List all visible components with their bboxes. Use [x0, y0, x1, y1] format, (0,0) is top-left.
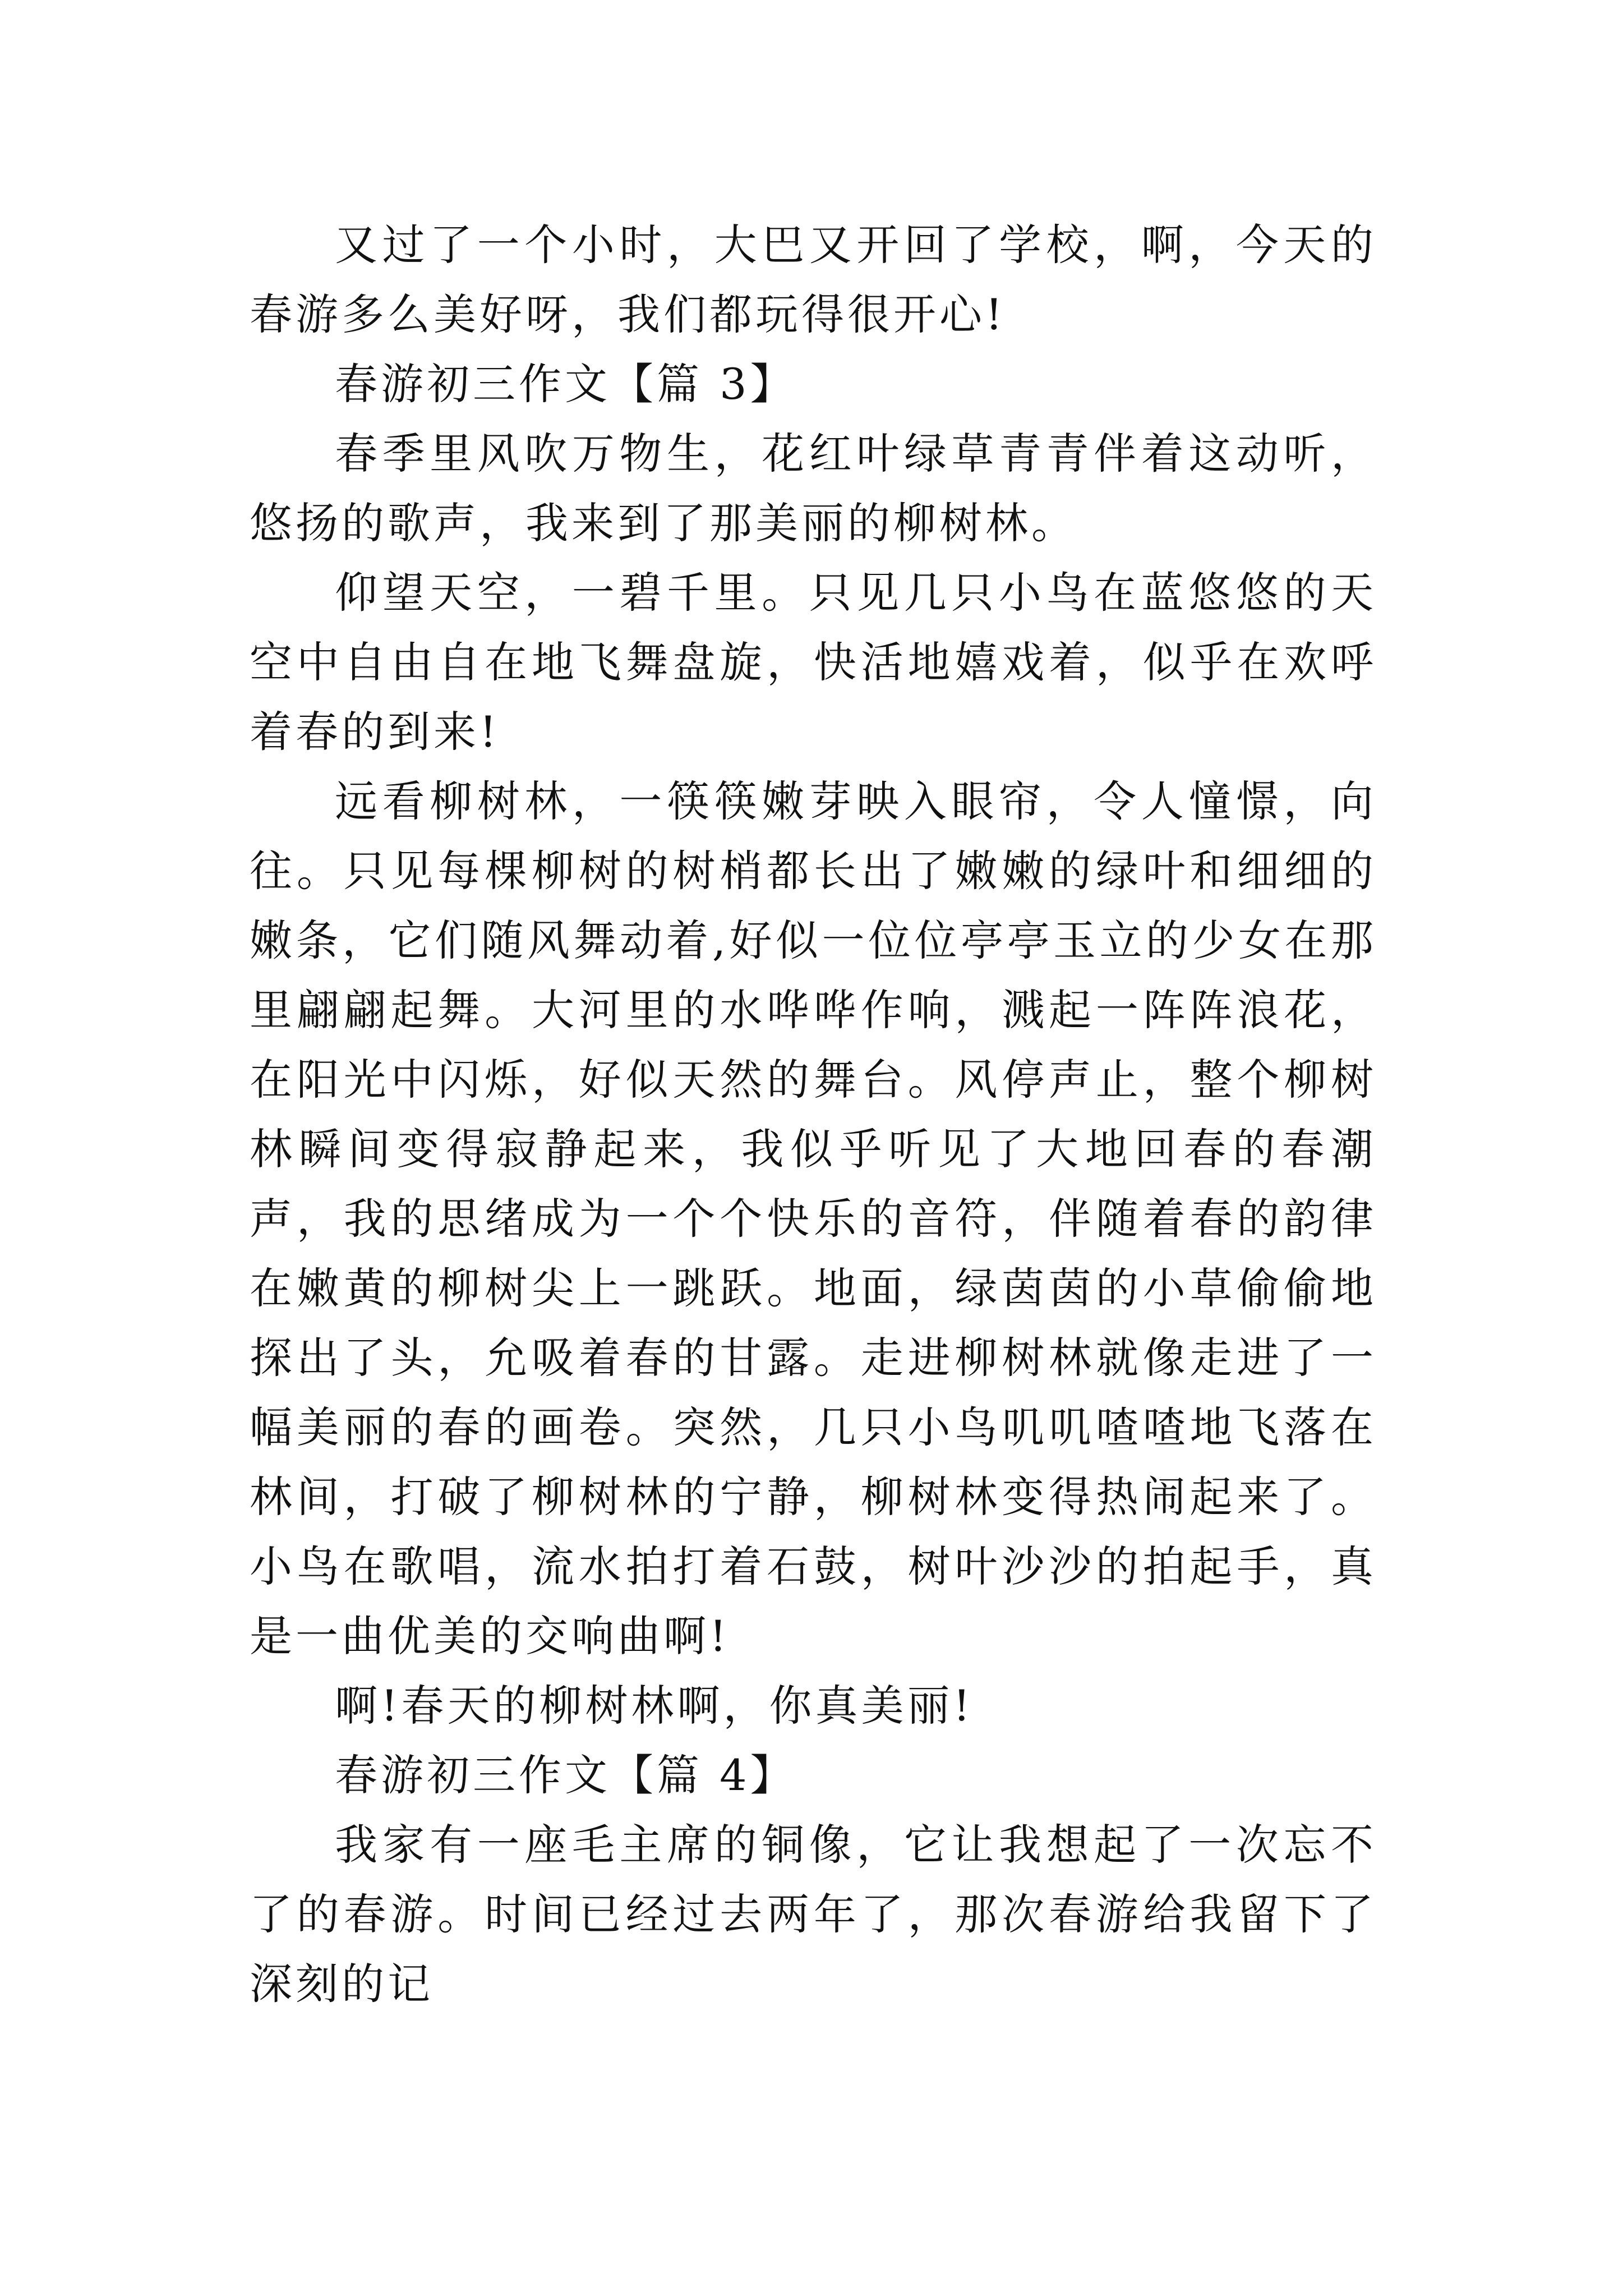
paragraph-ending-previous-essay: 又过了一个小时，大巴又开回了学校，啊，今天的春游多么美好呀，我们都玩得很开心!: [250, 220, 1377, 339]
document-body: [250, 210, 1377, 2019]
paragraph-spring-wind: 春季里风吹万物生，花红叶绿草青青伴着这动听，悠扬的歌声，我来到了那美丽的柳树林。: [250, 429, 1377, 548]
paragraph-bronze-statue: 我家有一座毛主席的铜像，它让我想起了一次忘不了的春游。时间已经过去两年了，那次春游给我留下了深刻的记: [250, 1820, 1377, 2009]
paragraph-exclamation: 啊!春天的柳树林啊，你真美丽!: [335, 1681, 974, 1731]
essay-heading-part-4: 春游初三作文【篇 4】: [335, 1750, 796, 1800]
paragraph-willow-grove: 远看柳树林，一筷筷嫩芽映入眼帘，令人憧憬，向往。只见每棵柳树的树梢都长出了嫩嫩的绿叶和细细的嫩条，它们随风舞动着,好似一位位亭亭玉立的少女在那里翩翩起舞。大河里的水哗哗作响，溅起一阵阵浪花，在阳光中闪烁，好似天然的舞台。风停声止，整个柳树林瞬间变得寂静起来，我似乎听见了大地回春的春潮声，我的思绪成为一个个快乐的音符，伴随着春的韵律在嫩黄的柳树尖上一跳跃。地面，绿茵茵的小草偷偷地探出了头，允吸着春的甘露。走进柳树林就像走进了一幅美丽的春的画卷。突然，几只小鸟叽叽喳喳地飞落在林间，打破了柳树林的宁静，柳树林变得热闹起来了。小鸟在歌唱，流水拍打着石鼓，树叶沙沙的拍起手，真是一曲优美的交响曲啊!: [250, 776, 1377, 1661]
essay-heading-part-3: 春游初三作文【篇 3】: [335, 359, 796, 409]
paragraph-looking-at-sky: 仰望天空，一碧千里。只见几只小鸟在蓝悠悠的天空中自由自在地飞舞盘旋，快活地嬉戏着，似乎在欢呼着春的到来!: [250, 568, 1377, 757]
